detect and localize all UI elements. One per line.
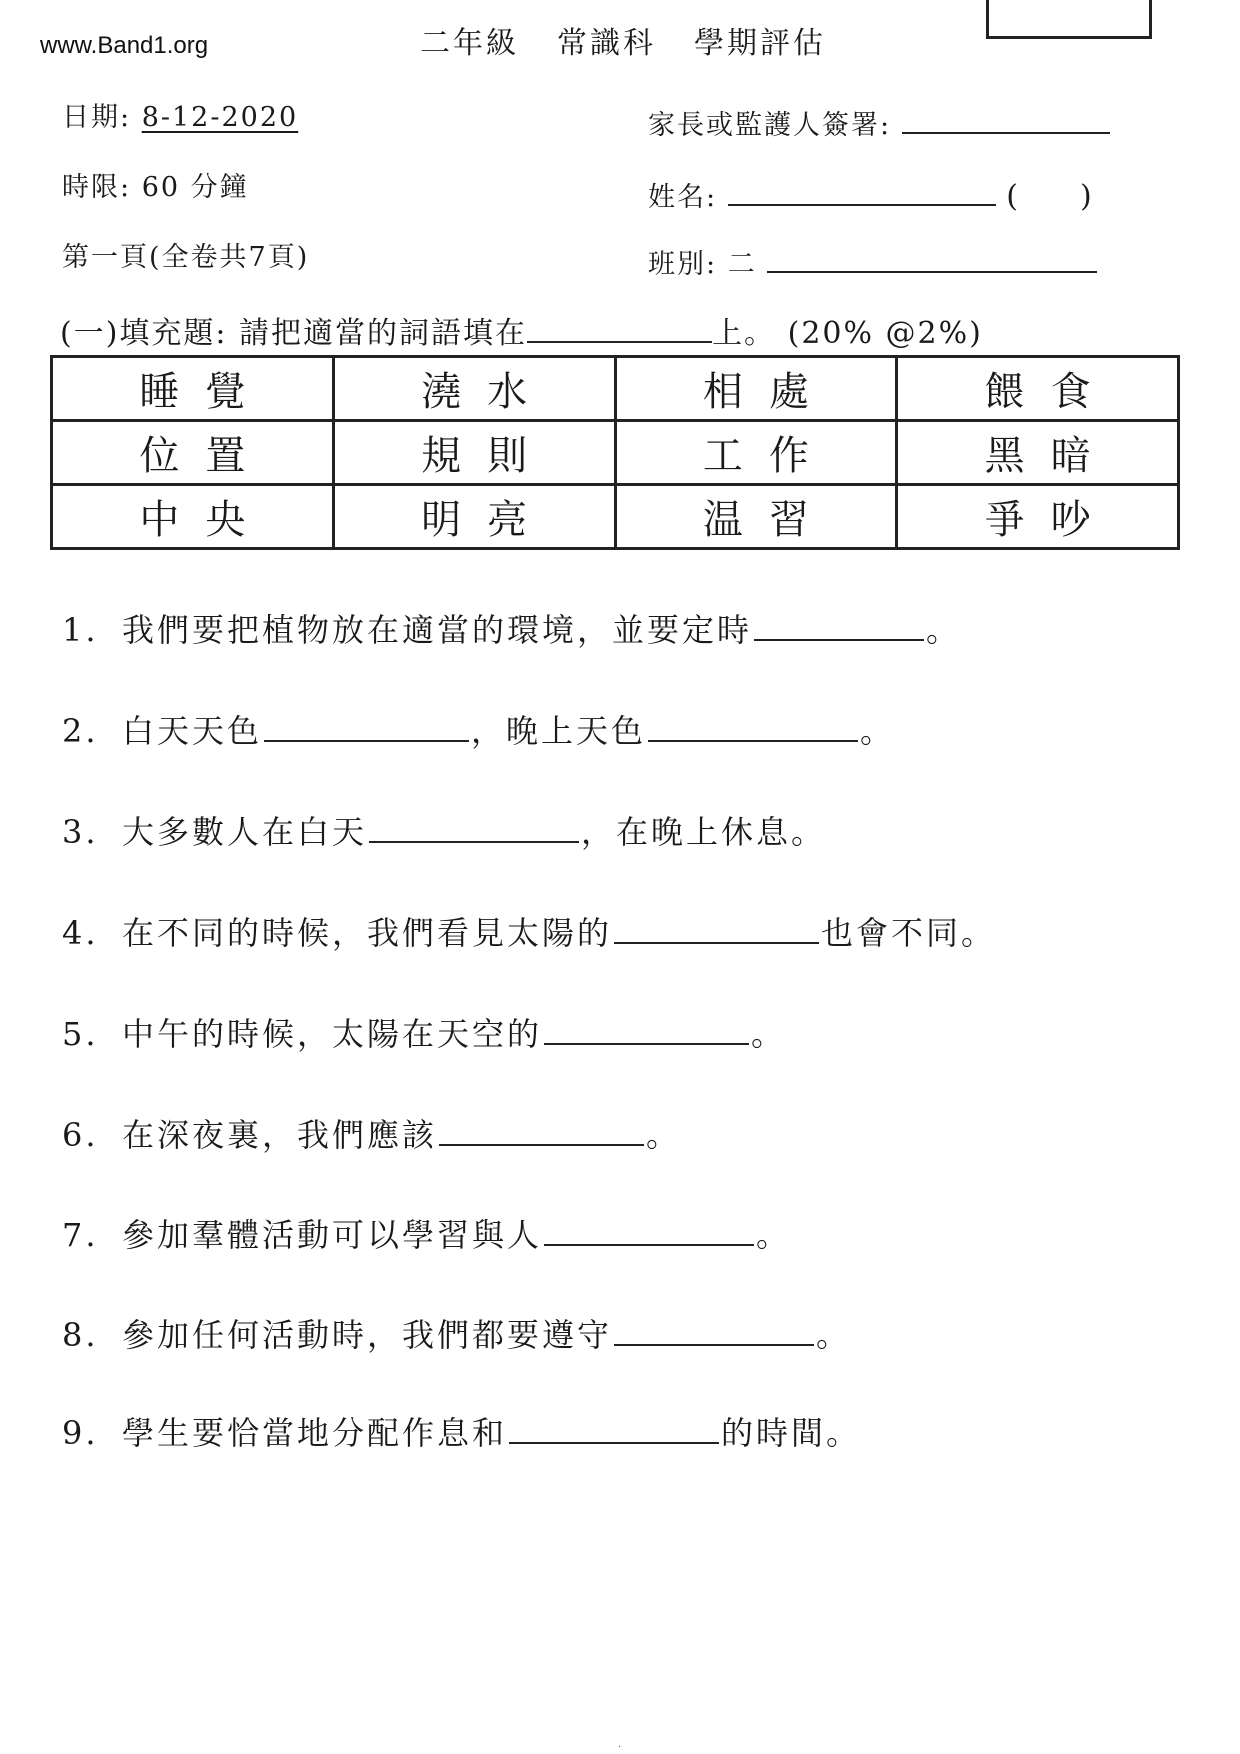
parent-signature-field[interactable] (902, 132, 1110, 134)
answer-blank[interactable] (614, 1314, 814, 1346)
subject-label: 常識科 (557, 26, 656, 61)
class-number-paren-open: ( (1006, 179, 1021, 214)
word-bank-cell: 黑暗 (897, 421, 1179, 485)
answer-blank[interactable] (754, 609, 924, 641)
word-bank-row (52, 357, 1179, 421)
question-text-middle: ，晚上天色 (471, 712, 647, 750)
date-row (62, 95, 298, 134)
class-row (648, 242, 1097, 281)
instruction-blank-example (527, 341, 712, 343)
word-bank-cell: 位置 (52, 421, 334, 485)
question-number: 9. (62, 1414, 99, 1452)
word-bank-cell: 温習 (615, 485, 897, 549)
page-indicator: 第一頁(全卷共7頁) (62, 242, 310, 273)
question-text: 參加任何活動時，我們都要遵守 (122, 1316, 613, 1354)
watermark: www.Band1.org (40, 32, 209, 59)
answer-blank[interactable] (614, 912, 819, 944)
word-bank-cell: 相處 (615, 357, 897, 421)
question-text: 在不同的時候，我們看見太陽的 (122, 914, 613, 952)
word-bank-row (52, 485, 1179, 549)
parent-signature-label: 家長或監護人簽署: (648, 110, 892, 141)
word-bank-cell: 規則 (333, 421, 615, 485)
time-row (62, 165, 249, 204)
question-2 (62, 706, 895, 752)
answer-blank[interactable] (544, 1013, 749, 1045)
question-8 (62, 1310, 851, 1356)
question-number: 4. (62, 914, 99, 952)
time-label: 時限: (62, 172, 132, 203)
question-text-end: 。 (926, 611, 962, 649)
parent-signature-row (648, 103, 1110, 142)
question-1 (62, 605, 961, 651)
name-field[interactable] (728, 204, 996, 206)
question-text-end: 也會不同。 (821, 914, 997, 952)
question-9 (62, 1408, 861, 1454)
section-marks: (20% @2%) (787, 316, 983, 351)
question-text-end: 。 (646, 1116, 682, 1154)
answer-blank[interactable] (369, 811, 579, 843)
name-row (648, 175, 1094, 214)
question-text-end: 。 (756, 1216, 792, 1254)
answer-blank[interactable] (544, 1214, 754, 1246)
date-label: 日期: (62, 102, 132, 133)
word-bank-cell: 餵食 (897, 357, 1179, 421)
word-bank-cell: 爭吵 (897, 485, 1179, 549)
answer-blank[interactable] (648, 710, 858, 742)
word-bank-cell: 澆水 (333, 357, 615, 421)
section-instruction (60, 308, 983, 352)
question-text: 在深夜裏，我們應該 (122, 1116, 438, 1154)
time-value: 60 分鐘 (141, 172, 249, 203)
instruction-text-end: 上。 (712, 316, 777, 351)
word-bank-cell: 中央 (52, 485, 334, 549)
word-bank-cell: 工作 (615, 421, 897, 485)
page-title (420, 18, 864, 62)
question-text: 白天天色 (122, 712, 263, 750)
question-text-end: 的時間。 (721, 1414, 862, 1452)
question-text: 參加羣體活動可以學習與人 (122, 1216, 543, 1254)
score-box (986, 0, 1152, 39)
question-6 (62, 1110, 681, 1156)
answer-blank[interactable] (264, 710, 469, 742)
question-number: 1. (62, 611, 99, 649)
class-label: 班別: (648, 249, 718, 280)
question-number: 3. (62, 813, 99, 851)
word-bank-row (52, 421, 1179, 485)
question-text: 我們要把植物放在適當的環境，並要定時 (122, 611, 753, 649)
question-text: 學生要恰當地分配作息和 (122, 1414, 508, 1452)
word-bank-table (50, 355, 1180, 550)
page-mark: · (618, 1742, 622, 1753)
name-label: 姓名: (648, 182, 718, 213)
word-bank-cell: 明亮 (333, 485, 615, 549)
question-7 (62, 1210, 791, 1256)
instruction-text: (一)填充題: 請把適當的詞語填在 (60, 316, 528, 351)
question-text-end: ，在晚上休息。 (581, 813, 827, 851)
question-number: 8. (62, 1316, 99, 1354)
question-number: 5. (62, 1015, 99, 1053)
question-text-end: 。 (816, 1316, 852, 1354)
question-text-end: 。 (751, 1015, 787, 1053)
question-5 (62, 1009, 786, 1055)
question-number: 7. (62, 1216, 99, 1254)
question-number: 2. (62, 712, 99, 750)
grade-label: 二年級 (420, 26, 519, 61)
question-number: 6. (62, 1116, 99, 1154)
class-field[interactable] (767, 271, 1097, 273)
answer-blank[interactable] (439, 1114, 644, 1146)
question-text: 中午的時候，太陽在天空的 (122, 1015, 543, 1053)
class-number-paren-close: ) (1080, 179, 1094, 214)
answer-blank[interactable] (509, 1412, 719, 1444)
question-text: 大多數人在白天 (122, 813, 368, 851)
question-4 (62, 908, 996, 954)
question-text-end: 。 (860, 712, 896, 750)
word-bank-cell: 睡覺 (52, 357, 334, 421)
question-3 (62, 807, 826, 853)
exam-label: 學期評估 (694, 26, 826, 61)
date-value: 8-12-2020 (141, 102, 299, 133)
class-value: 二 (727, 249, 757, 280)
